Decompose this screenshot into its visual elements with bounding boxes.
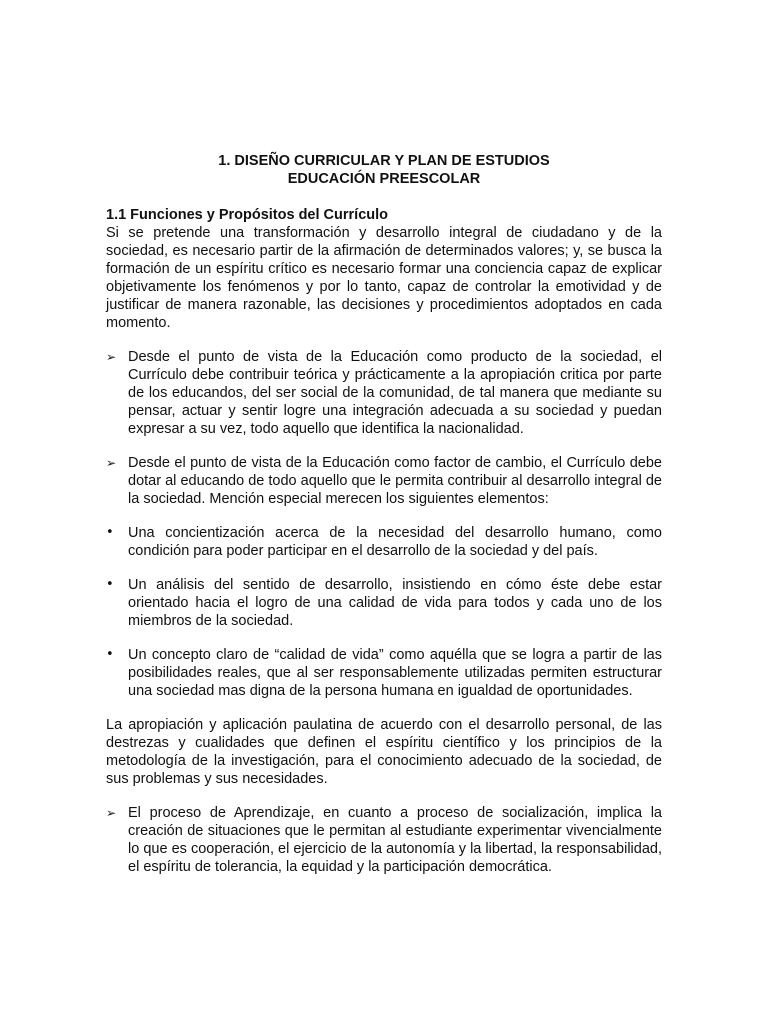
list-item-text: Una concientización acerca de la necesidad del desarrollo humano, como condición para poder participar en el desarrollo de la sociedad y del país. bbox=[128, 525, 662, 559]
dot-list-item bbox=[106, 524, 662, 560]
arrow-list-item bbox=[106, 348, 662, 438]
document-title bbox=[0, 152, 768, 188]
arrow-list-item bbox=[106, 804, 662, 876]
dot-bullet-icon: • bbox=[106, 525, 114, 540]
arrow-bullet-icon: ➢ bbox=[106, 806, 117, 820]
list-item-text: Un análisis del sentido de desarrollo, insistiendo en cómo éste debe estar orientado hacia el logro de una calidad de vida para todos y cada uno de los miembros de la sociedad. bbox=[128, 577, 662, 629]
list-item-text: El proceso de Aprendizaje, en cuanto a proceso de socialización, implica la creación de situaciones que le permitan al estudiante experimentar vivencialmente lo que es cooperación, el ejercicio de la autonomía y la libertad, la responsabilidad, el espíritu de tolerancia, la equidad y la participación democrática. bbox=[128, 805, 662, 875]
list-item-text: Desde el punto de vista de la Educación como factor de cambio, el Currículo debe dotar al educando de todo aquello que le permita contribuir al desarrollo integral de la sociedad. Mención especial merecen los siguientes elementos: bbox=[128, 455, 662, 507]
arrow-list-item bbox=[106, 454, 662, 508]
dot-bullet-icon: • bbox=[106, 577, 114, 592]
section-heading: 1.1 Funciones y Propósitos del Currículo bbox=[106, 207, 388, 223]
dot-list-item bbox=[106, 576, 662, 630]
document-body bbox=[106, 206, 662, 876]
dot-bullet-icon: • bbox=[106, 647, 114, 662]
intro-paragraph: Si se pretende una transformación y desarrollo integral de ciudadano y de la sociedad, es necesario partir de la afirmación de determinados valores; y, se busca la formación de un espíritu crítico es necesario formar una conciencia capaz de explicar objetivamente los fenómenos y por lo tanto, capaz de controlar la emotividad y de justificar de manera razonable, las decisiones y procedimientos adoptados en cada momento. bbox=[106, 225, 662, 331]
title-line-1: 1. DISEÑO CURRICULAR Y PLAN DE ESTUDIOS bbox=[218, 153, 550, 169]
arrow-bullet-icon: ➢ bbox=[106, 350, 117, 364]
list-item-text: Un concepto claro de “calidad de vida” como aquélla que se logra a partir de las posibilidades reales, que al ser responsablemente utilizadas permiten estructurar una sociedad mas digna de la persona humana en igualdad de oportunidades. bbox=[128, 647, 662, 699]
body-paragraph: La apropiación y aplicación paulatina de acuerdo con el desarrollo personal, de las destrezas y cualidades que definen el espíritu científico y los principios de la metodología de la investigación, para el conocimiento adecuado de la sociedad, de sus problemas y sus necesidades. bbox=[106, 717, 662, 787]
dot-list-item bbox=[106, 646, 662, 700]
arrow-bullet-icon: ➢ bbox=[106, 456, 117, 470]
list-item-text: Desde el punto de vista de la Educación como producto de la sociedad, el Currículo debe contribuir teórica y prácticamente a la apropiación critica por parte de los educandos, del ser social de la comunidad, de tal manera que mediante su pensar, actuar y sentir logre una integración adecuada a su sociedad y puedan expresar a su vez, todo aquello que identifica la nacionalidad. bbox=[128, 349, 662, 437]
title-line-2: EDUCACIÓN PREESCOLAR bbox=[287, 171, 481, 187]
